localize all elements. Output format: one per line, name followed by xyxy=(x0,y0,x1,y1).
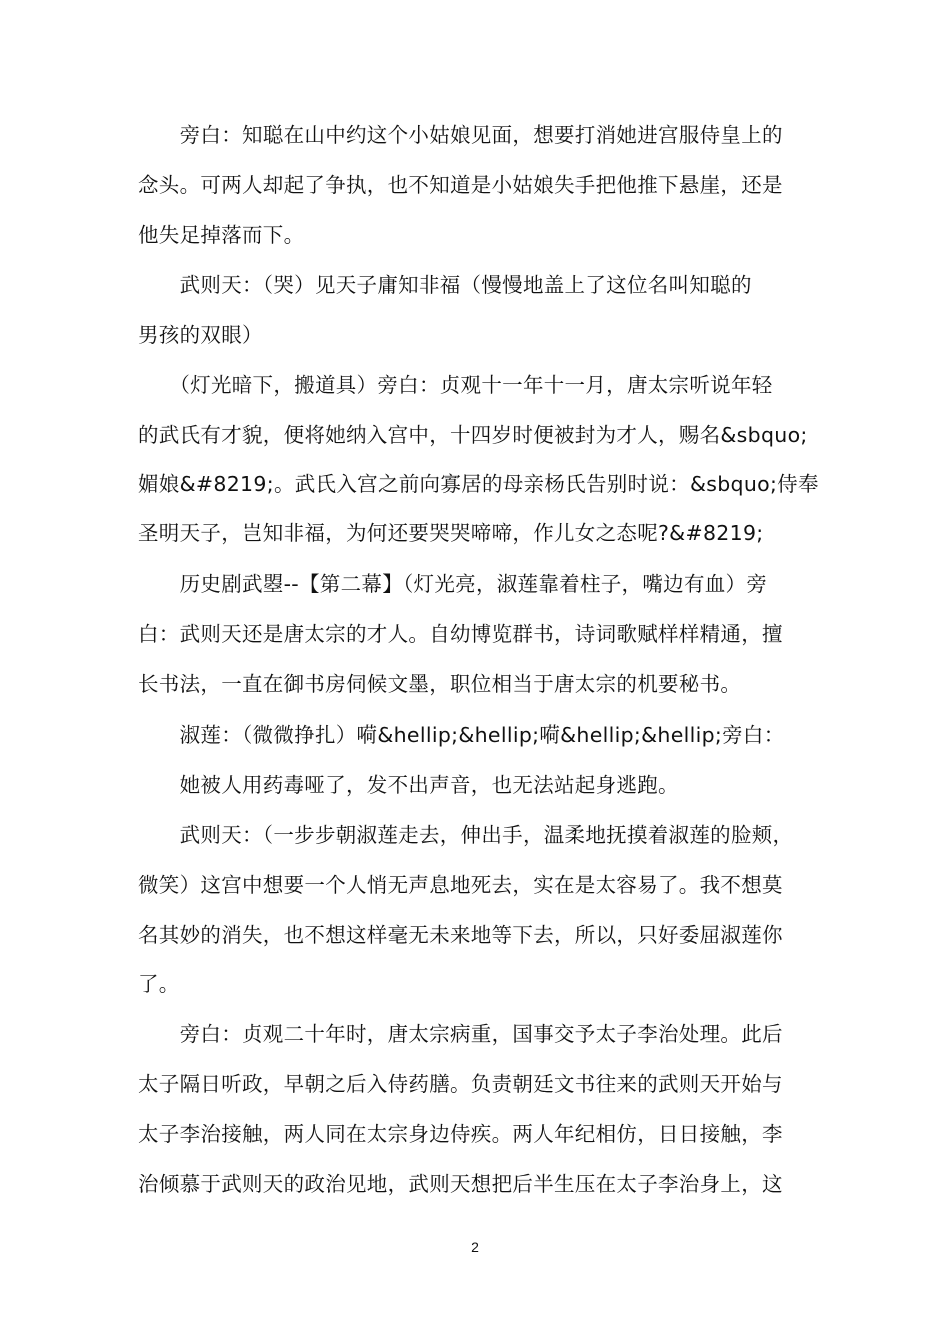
text-line: 太子李治接触，两人同在太宗身边侍疾。两人年纪相仿，日日接触，李 xyxy=(138,1122,783,1146)
text-line: 了。 xyxy=(138,972,180,996)
text-line: 的武氏有才貌，便将她纳入宫中，十四岁时便被封为才人，赐名&sbquo; xyxy=(138,423,808,447)
text-line: 白：武则天还是唐太宗的才人。自幼博览群书，诗词歌赋样样精通，擅 xyxy=(138,622,783,646)
text-line: 圣明天子，岂知非福，为何还要哭哭啼啼，作儿女之态呢?&#8219; xyxy=(138,521,764,545)
text-line: 治倾慕于武则天的政治见地，武则天想把后半生压在太子李治身上，这 xyxy=(138,1172,783,1196)
text-line: 历史剧武曌--【第二幕】（灯光亮，淑莲靠着柱子，嘴边有血）旁 xyxy=(138,572,768,596)
text-line: 旁白：贞观二十年时，唐太宗病重，国事交予太子李治处理。此后 xyxy=(138,1022,783,1046)
text-line: 念头。可两人却起了争执，也不知道是小姑娘失手把他推下悬崖，还是 xyxy=(138,173,783,197)
text-line: 媚娘&#8219;。武氏入宫之前向寡居的母亲杨氏告别时说：&sbquo;侍奉 xyxy=(138,472,819,496)
text-line: 她被人用药毒哑了，发不出声音，也无法站起身逃跑。 xyxy=(138,773,679,797)
text-line: 武则天：（一步步朝淑莲走去，伸出手，温柔地抚摸着淑莲的脸颊， xyxy=(138,823,794,847)
text-line: 武则天：（哭）见天子庸知非福（慢慢地盖上了这位名叫知聪的 xyxy=(138,273,752,297)
text-line: 微笑）这宫中想要一个人悄无声息地死去，实在是太容易了。我不想莫 xyxy=(138,873,783,897)
text-line: 长书法，一直在御书房伺候文墨，职位相当于唐太宗的机要秘书。 xyxy=(138,672,742,696)
text-line: 旁白：知聪在山中约这个小姑娘见面，想要打消她进宫服侍皇上的 xyxy=(138,123,783,147)
text-line: 太子隔日听政，早朝之后入侍药膳。负责朝廷文书往来的武则天开始与 xyxy=(138,1072,783,1096)
page-number: 2 xyxy=(471,1239,479,1255)
text-line: 男孩的双眼） xyxy=(138,323,263,347)
text-line: （灯光暗下，搬道具）旁白：贞观十一年十一月，唐太宗听说年轻 xyxy=(138,373,773,397)
text-line: 他失足掉落而下。 xyxy=(138,223,305,247)
text-line: 名其妙的消失，也不想这样毫无未来地等下去，所以，只好委屈淑莲你 xyxy=(138,923,783,947)
text-line: 淑莲：（微微挣扎）嗬&hellip;&hellip;嗬&hellip;&hellip;旁白： xyxy=(138,723,785,747)
